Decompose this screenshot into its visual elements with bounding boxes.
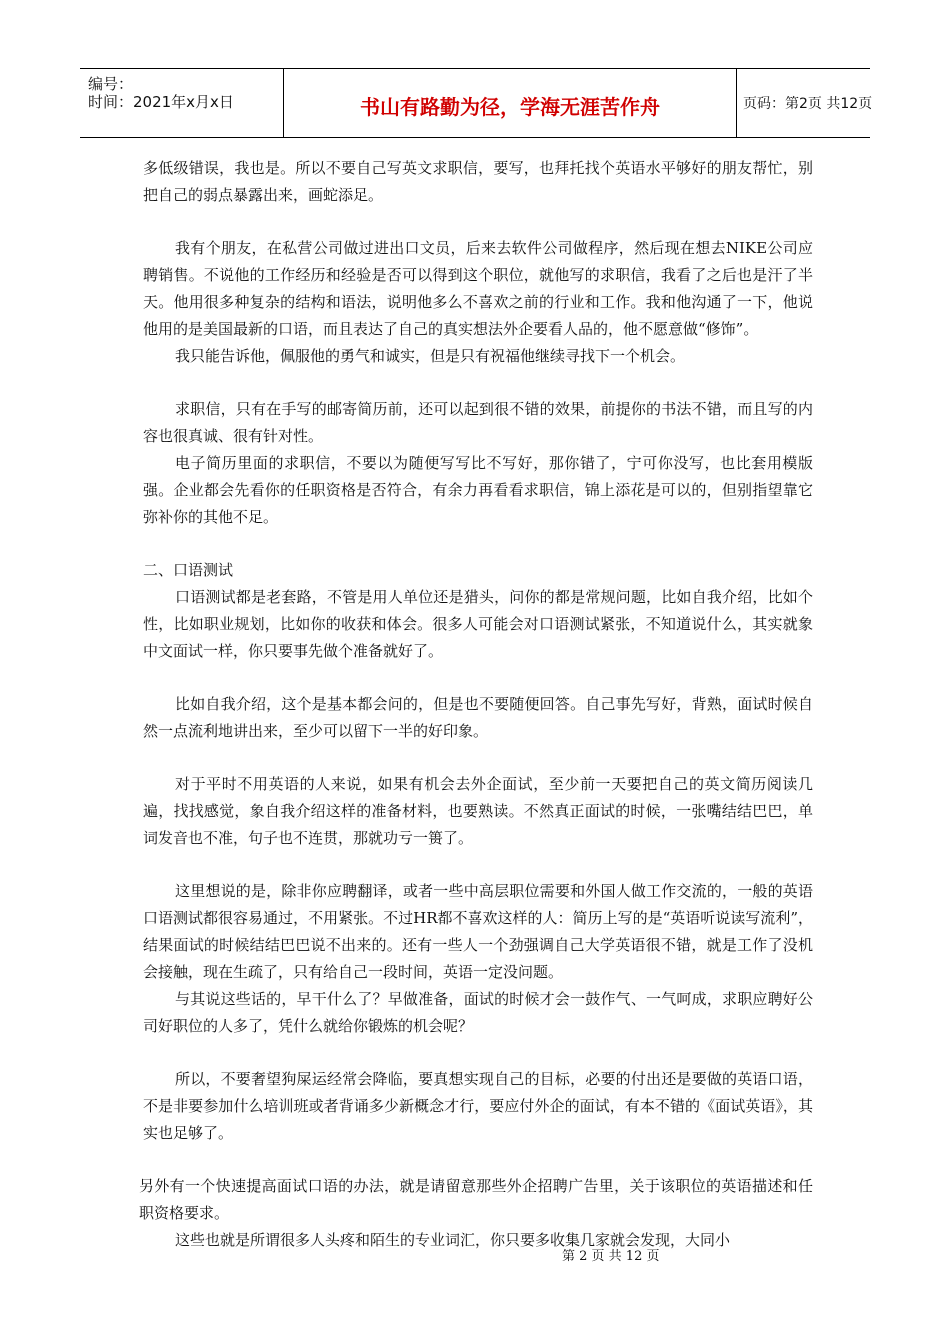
paragraph: 所以，不要奢望狗屎运经常会降临，要真想实现自己的目标，必要的付出还是要做的英语口语，不是非要参加什么培训班或者背诵多少新概念才行，要应付外企的面试，有本不错的《面试英语》，其实也足够了。: [143, 1070, 813, 1142]
document-date-label: 时间：2021年x月x日: [88, 93, 234, 111]
paragraph: 比如自我介绍，这个是基本都会问的，但是也不要随便回答。自己事先写好，背熟，面试时候自然一点流利地讲出来，至少可以留下一半的好印象。: [143, 695, 813, 740]
paragraph: 我有个朋友，在私营公司做过进出口文员，后来去软件公司做程序，然后现在想去NIKE公司应聘销售。不说他的工作经历和经验是否可以得到这个职位，就他写的求职信，我看了之后也是汗了半天。他用很多种复杂的结构和语法，说明他多么不喜欢之前的行业和工作。我和他沟通了一下，他说他用的是美国最新的口语，而且表达了自己的真实想法外企要看人品的，他不愿意做“修饰”。: [143, 239, 813, 338]
paragraph: 电子简历里面的求职信，不要以为随便写写比不写好，那你错了，宁可你没写，也比套用模版强。企业都会先看你的任职资格是否符合，有余力再看看求职信，锦上添花是可以的，但别指望靠它弥补你的其他不足。: [143, 454, 813, 526]
header-page-cell: [737, 69, 873, 137]
paragraph: 这里想说的是，除非你应聘翻译，或者一些中高层职位需要和外国人做工作交流的，一般的英语口语测试都很容易通过，不用紧张。不过HR都不喜欢这样的人：简历上写的是“英语听说读写流利”，结果面试的时候结结巴巴说不出来的。还有一些人一个劲强调自己大学英语很不错，就是工作了没机会接触，现在生疏了，只有给自己一段时间，英语一定没问题。: [143, 882, 813, 981]
section-heading: 二、口语测试: [143, 561, 234, 579]
document-body: [139, 155, 813, 1254]
paragraph: 与其说这些话的，早干什么了？早做准备，面试的时候才会一鼓作气、一气呵成，求职应聘好公司好职位的人多了，凭什么就给你锻炼的机会呢？: [143, 990, 813, 1035]
paragraph: 我只能告诉他，佩服他的勇气和诚实，但是只有祝福他继续寻找下一个机会。: [175, 347, 686, 365]
document-number-label: 编号：: [88, 75, 134, 93]
page-header: [80, 68, 873, 138]
paragraph: 这些也就是所谓很多人头疼和陌生的专业词汇，你只要多收集几家就会发现，大同小: [175, 1231, 731, 1249]
paragraph: 求职信，只有在手写的邮寄简历前，还可以起到很不错的效果，前提你的书法不错，而且写的内容也很真诚、很有针对性。: [143, 400, 813, 445]
header-motto: 书山有路勤为径，学海无涯苦作舟: [360, 95, 660, 119]
paragraph: 对于平时不用英语的人来说，如果有机会去外企面试，至少前一天要把自己的英文简历阅读几遍，找找感觉，象自我介绍这样的准备材料，也要熟读。不然真正面试的时候，一张嘴结结巴巴，单词发音也不准，句子也不连贯，那就功亏一篑了。: [143, 775, 813, 847]
paragraph: 多低级错误，我也是。所以不要自己写英文求职信，要写，也拜托找个英语水平够好的朋友帮忙，别把自己的弱点暴露出来，画蛇添足。: [143, 159, 813, 204]
paragraph: 另外有一个快速提高面试口语的办法，就是请留意那些外企招聘广告里，关于该职位的英语描述和任职资格要求。: [139, 1177, 813, 1222]
header-motto-cell: [284, 69, 737, 137]
page-footer: 第 2 页 共 12 页: [562, 1249, 660, 1264]
header-meta-cell: [80, 69, 284, 137]
paragraph: 口语测试都是老套路，不管是用人单位还是猎头，问你的都是常规问题，比如自我介绍，比如个性，比如职业规划，比如你的收获和体会。很多人可能会对口语测试紧张，不知道说什么，其实就象中文面试一样，你只要事先做个准备就好了。: [143, 588, 813, 660]
header-page-info: 页码：第2页 共12页: [743, 96, 873, 112]
